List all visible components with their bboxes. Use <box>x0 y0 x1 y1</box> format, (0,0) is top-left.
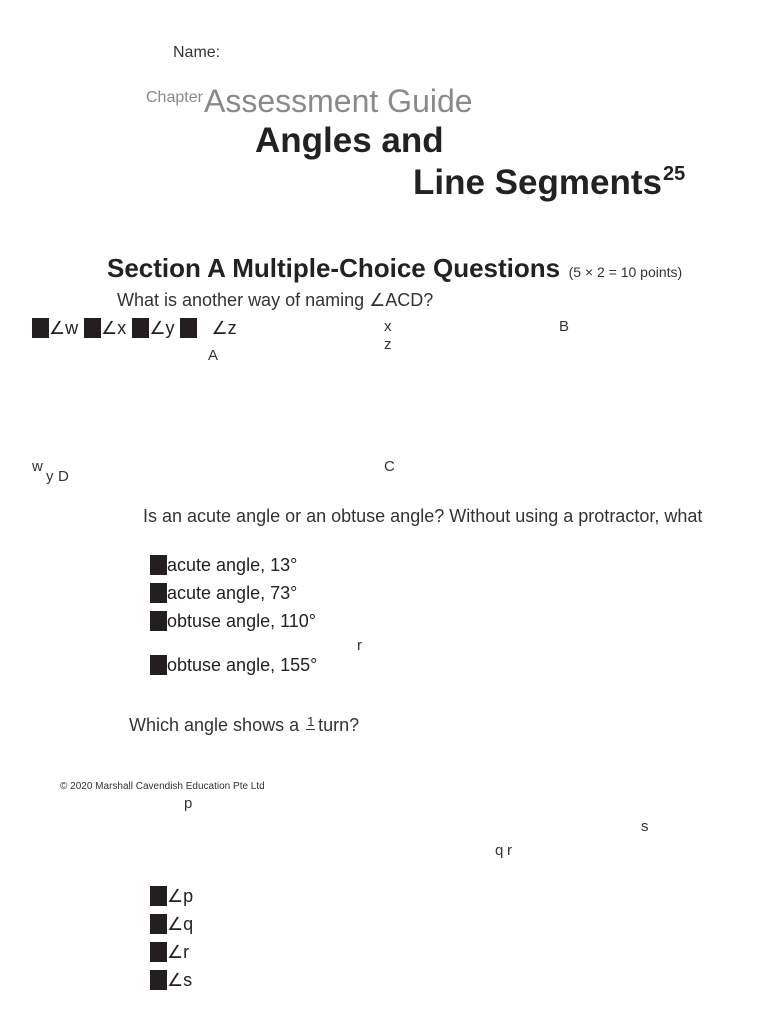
q3-option-3-label: ∠r <box>167 942 190 962</box>
section-points: (5 × 2 = 10 points) <box>568 264 683 280</box>
q1-text: What is another way of naming ∠ACD? <box>117 290 434 310</box>
q2-label-r: r <box>357 637 362 654</box>
q2-option-4[interactable] <box>150 655 317 676</box>
section-title <box>107 253 682 284</box>
q1-option-3-box[interactable] <box>132 318 149 338</box>
q1-option-4: ∠z <box>211 318 237 338</box>
q3-option-1-box[interactable] <box>150 886 167 906</box>
q1-label-x: x <box>384 318 392 335</box>
q2-option-1[interactable] <box>150 555 297 576</box>
q2-option-4-box[interactable] <box>150 655 167 675</box>
q1-label-a: A <box>208 347 219 364</box>
q3-label-s: s <box>641 818 649 835</box>
chapter-label: Chapter <box>146 89 203 106</box>
q3-option-2-box[interactable] <box>150 914 167 934</box>
q2-option-2-box[interactable] <box>150 583 167 603</box>
q1-option-1: ∠w <box>49 318 79 338</box>
q3-option-2[interactable] <box>150 914 193 935</box>
q2-text: Is an acute angle or an obtuse angle? Without using a protractor, what <box>143 506 703 526</box>
q1-option-4-box[interactable] <box>180 318 197 338</box>
q3-label-r: r <box>507 842 512 859</box>
copyright: © 2020 Marshall Cavendish Education Pte Ltd <box>60 781 265 792</box>
q1-option-2-box[interactable] <box>84 318 101 338</box>
q2-option-3-label: obtuse angle, 110° <box>167 611 316 631</box>
q1-label-w: w <box>32 458 43 475</box>
q2-option-4-label: obtuse angle, 155° <box>167 655 318 675</box>
q3-option-3[interactable] <box>150 942 189 963</box>
title-line-1: Angles and <box>255 121 444 160</box>
q3-option-1-label: ∠p <box>167 886 194 906</box>
q2-option-3-box[interactable] <box>150 611 167 631</box>
q3-option-4-label: ∠s <box>167 970 193 990</box>
chapter-number: 25 <box>663 163 686 185</box>
q1-label-y: y <box>46 468 54 485</box>
q1-label-c: C <box>384 458 395 475</box>
q3-option-1[interactable] <box>150 886 193 907</box>
q1-option-3: ∠y <box>149 318 175 338</box>
q3-fraction-numerator: 1 <box>307 714 315 729</box>
assessment-guide-title: Assessment Guide <box>204 83 473 119</box>
section-heading: Section A Multiple-Choice Questions <box>107 253 561 283</box>
q1-label-b: B <box>559 318 570 335</box>
q3-option-3-box[interactable] <box>150 942 167 962</box>
q1-option-2: ∠x <box>101 318 127 338</box>
name-label: Name: <box>173 44 221 61</box>
q2-option-3[interactable] <box>150 611 316 632</box>
q3-text <box>129 715 359 736</box>
q3-option-4-box[interactable] <box>150 970 167 990</box>
q2-option-2-label: acute angle, 73° <box>167 583 298 603</box>
q1-label-z: z <box>384 336 392 353</box>
q3-option-2-label: ∠q <box>167 914 194 934</box>
q2-option-2[interactable] <box>150 583 297 604</box>
q1-option-1-box[interactable] <box>32 318 49 338</box>
title-line-2: Line Segments <box>413 163 662 202</box>
q2-option-1-box[interactable] <box>150 555 167 575</box>
q3-label-q: q <box>495 842 504 859</box>
q3-text-before: Which angle shows a <box>129 715 300 735</box>
q1-label-d: D <box>58 468 69 485</box>
q3-label-p: p <box>184 795 193 812</box>
q3-text-after: turn? <box>318 715 360 735</box>
q3-option-4[interactable] <box>150 970 192 991</box>
q1-options <box>32 318 237 339</box>
q2-option-1-label: acute angle, 13° <box>167 555 298 575</box>
